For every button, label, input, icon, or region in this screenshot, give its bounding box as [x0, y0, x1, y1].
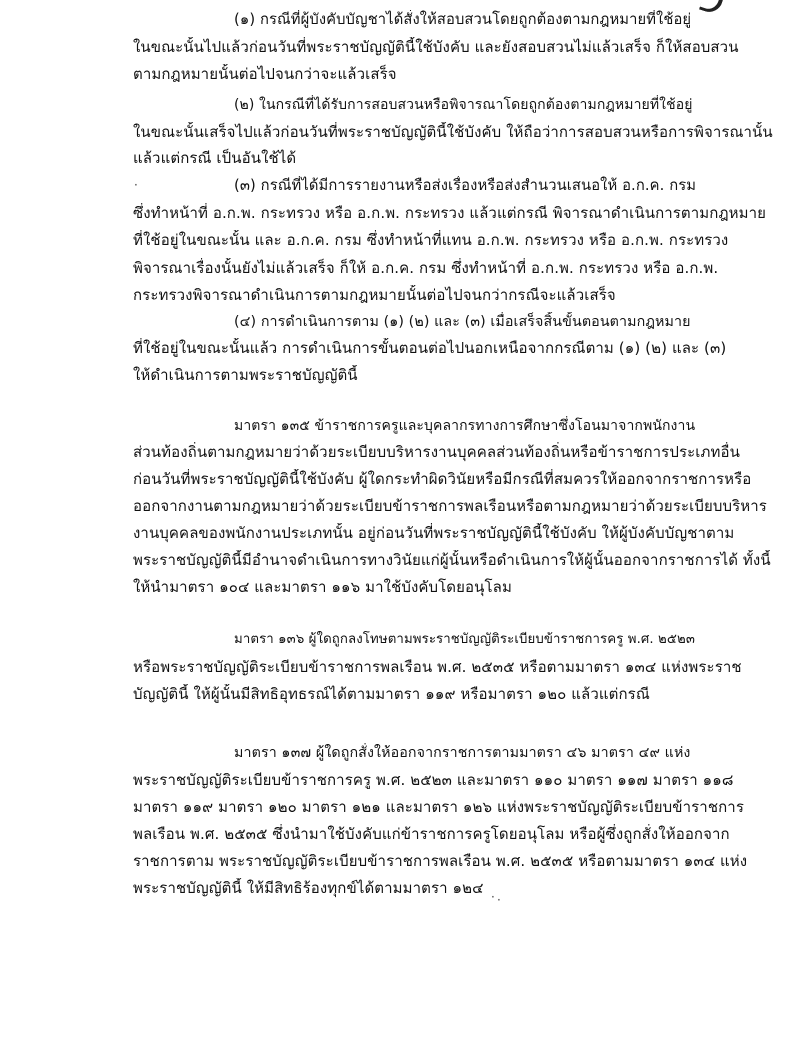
- text-line: ราชการตาม พระราชบัญญัติระเบียบข้าราชการพลเรือน พ.ศ. ๒๕๓๕ หรือตามมาตรา ๑๓๔ แห่ง: [133, 852, 748, 870]
- scan-speck: ·: [134, 178, 138, 192]
- text-line: พระราชบัญญัติระเบียบข้าราชการครู พ.ศ. ๒๕๒๓ และมาตรา ๑๑๐ มาตรา ๑๑๗ มาตรา ๑๑๘: [133, 771, 734, 789]
- text-line: (๒) ในกรณีที่ได้รับการสอบสวนหรือพิจารณาโดยถูกต้องตามกฎหมายที่ใช้อยู่: [234, 97, 693, 113]
- handwritten-corner-mark: [699, 0, 725, 16]
- text-line: ที่ใช้อยู่ในขณะนั้น และ อ.ก.ค. กรม ซึ่งทำหน้าที่แทน อ.ก.พ. กระทรวง หรือ อ.ก.พ. กระทรวง: [133, 231, 729, 249]
- text-line: (๓) กรณีที่ได้มีการรายงานหรือส่งเรื่องหรือส่งสำนวนเสนอให้ อ.ก.ค. กรม: [234, 177, 696, 194]
- text-line: หรือพระราชบัญญัติระเบียบข้าราชการพลเรือน พ.ศ. ๒๕๓๕ หรือตามมาตรา ๑๓๔ แห่งพระราช: [133, 658, 742, 676]
- text-line: มาตรา ๑๓๗ ผู้ใดถูกสั่งให้ออกจากราชการตามมาตรา ๔๖ มาตรา ๔๙ แห่ง: [234, 745, 691, 761]
- text-line: ออกจากงานตามกฎหมายว่าด้วยระเบียบข้าราชการพลเรือนหรือตามกฎหมายว่าด้วยระเบียบบริหาร: [133, 497, 767, 515]
- scan-speck: ·: [491, 890, 495, 904]
- text-line: มาตรา ๑๓๕ ข้าราชการครูและบุคลากรทางการศึกษาซึ่งโอนมาจากพนักงาน: [234, 418, 696, 434]
- text-line: พระราชบัญญัตินี้ ให้มีสิทธิร้องทุกข์ได้ตามมาตรา ๑๒๔: [133, 879, 484, 897]
- text-line: บัญญัตินี้ ให้ผู้นั้นมีสิทธิอุทธรณ์ได้ตามมาตรา ๑๑๙ หรือมาตรา ๑๒๐ แล้วแต่กรณี: [133, 685, 650, 703]
- text-line: ให้ดำเนินการตามพระราชบัญญัตินี้: [133, 366, 358, 384]
- text-line: ก่อนวันที่พระราชบัญญัตินี้ใช้บังคับ ผู้ใดกระทำผิดวินัยหรือมีกรณีที่สมควรให้ออกจากราชการหรือ: [133, 470, 752, 488]
- text-line: พิจารณาเรื่องนั้นยังไม่แล้วเสร็จ ก็ให้ อ.ก.ค. กรม ซึ่งทำหน้าที่ อ.ก.พ. กระทรวง หรือ อ.ก.พ.: [133, 259, 719, 277]
- text-line: ซึ่งทำหน้าที่ อ.ก.พ. กระทรวง หรือ อ.ก.พ. กระทรวง แล้วแต่กรณี พิจารณาดำเนินการตามกฎหมาย: [133, 204, 767, 222]
- text-line: (๔) การดำเนินการตาม (๑) (๒) และ (๓) เมื่อเสร็จสิ้นขั้นตอนตามกฎหมาย: [234, 314, 691, 330]
- text-line: งานบุคคลของพนักงานประเภทนั้น อยู่ก่อนวันที่พระราชบัญญัตินี้ใช้บังคับ ให้ผู้บังคับบัญชาตาม: [133, 524, 735, 542]
- text-line: ตามกฎหมายนั้นต่อไปจนกว่าจะแล้วเสร็จ: [133, 65, 397, 83]
- text-line: พระราชบัญญัตินี้มีอำนาจดำเนินการทางวินัยแก่ผู้นั้นหรือดำเนินการให้ผู้นั้นออกจากราชการได้ ทั้งนี้: [133, 551, 771, 569]
- text-line: มาตรา ๑๓๖ ผู้ใดถูกลงโทษตามพระราชบัญญัติระเบียบข้าราชการครู พ.ศ. ๒๕๒๓: [234, 632, 695, 647]
- text-line: ในขณะนั้นไปแล้วก่อนวันที่พระราชบัญญัตินี้ใช้บังคับ และยังสอบสวนไม่แล้วเสร็จ ก็ให้สอบสวน: [133, 38, 739, 56]
- text-line: (๑) กรณีที่ผู้บังคับบัญชาได้สั่งให้สอบสวนโดยถูกต้องตามกฎหมายที่ใช้อยู่: [234, 11, 692, 28]
- text-line: ให้นำมาตรา ๑๐๔ และมาตรา ๑๑๖ มาใช้บังคับโดยอนุโลม: [133, 578, 512, 596]
- text-line: มาตรา ๑๑๙ มาตรา ๑๒๐ มาตรา ๑๒๑ และมาตรา ๑๒๖ แห่งพระราชบัญญัติระเบียบข้าราชการ: [133, 798, 744, 816]
- text-line: พลเรือน พ.ศ. ๒๕๓๕ ซึ่งนำมาใช้บังคับแก่ข้าราชการครูโดยอนุโลม หรือผู้ซึ่งถูกสั่งให้ออกจาก: [133, 825, 730, 843]
- text-line: ส่วนท้องถิ่นตามกฎหมายว่าด้วยระเบียบบริหารงานบุคคลส่วนท้องถิ่นหรือข้าราชการประเภทอื่น: [133, 443, 740, 461]
- text-line: แล้วแต่กรณี เป็นอันใช้ได้: [133, 149, 297, 167]
- text-line: ที่ใช้อยู่ในขณะนั้นแล้ว การดำเนินการขั้นตอนต่อไปนอกเหนือจากกรณีตาม (๑) (๒) และ (๓): [133, 339, 727, 357]
- text-line: ในขณะนั้นเสร็จไปแล้วก่อนวันที่พระราชบัญญัตินี้ใช้บังคับ ให้ถือว่าการสอบสวนหรือการพิจารณานั้น: [133, 123, 773, 141]
- scan-speck: ·: [497, 893, 501, 907]
- text-line: กระทรวงพิจารณาดำเนินการตามกฎหมายนั้นต่อไปจนกว่ากรณีจะแล้วเสร็จ: [133, 286, 616, 304]
